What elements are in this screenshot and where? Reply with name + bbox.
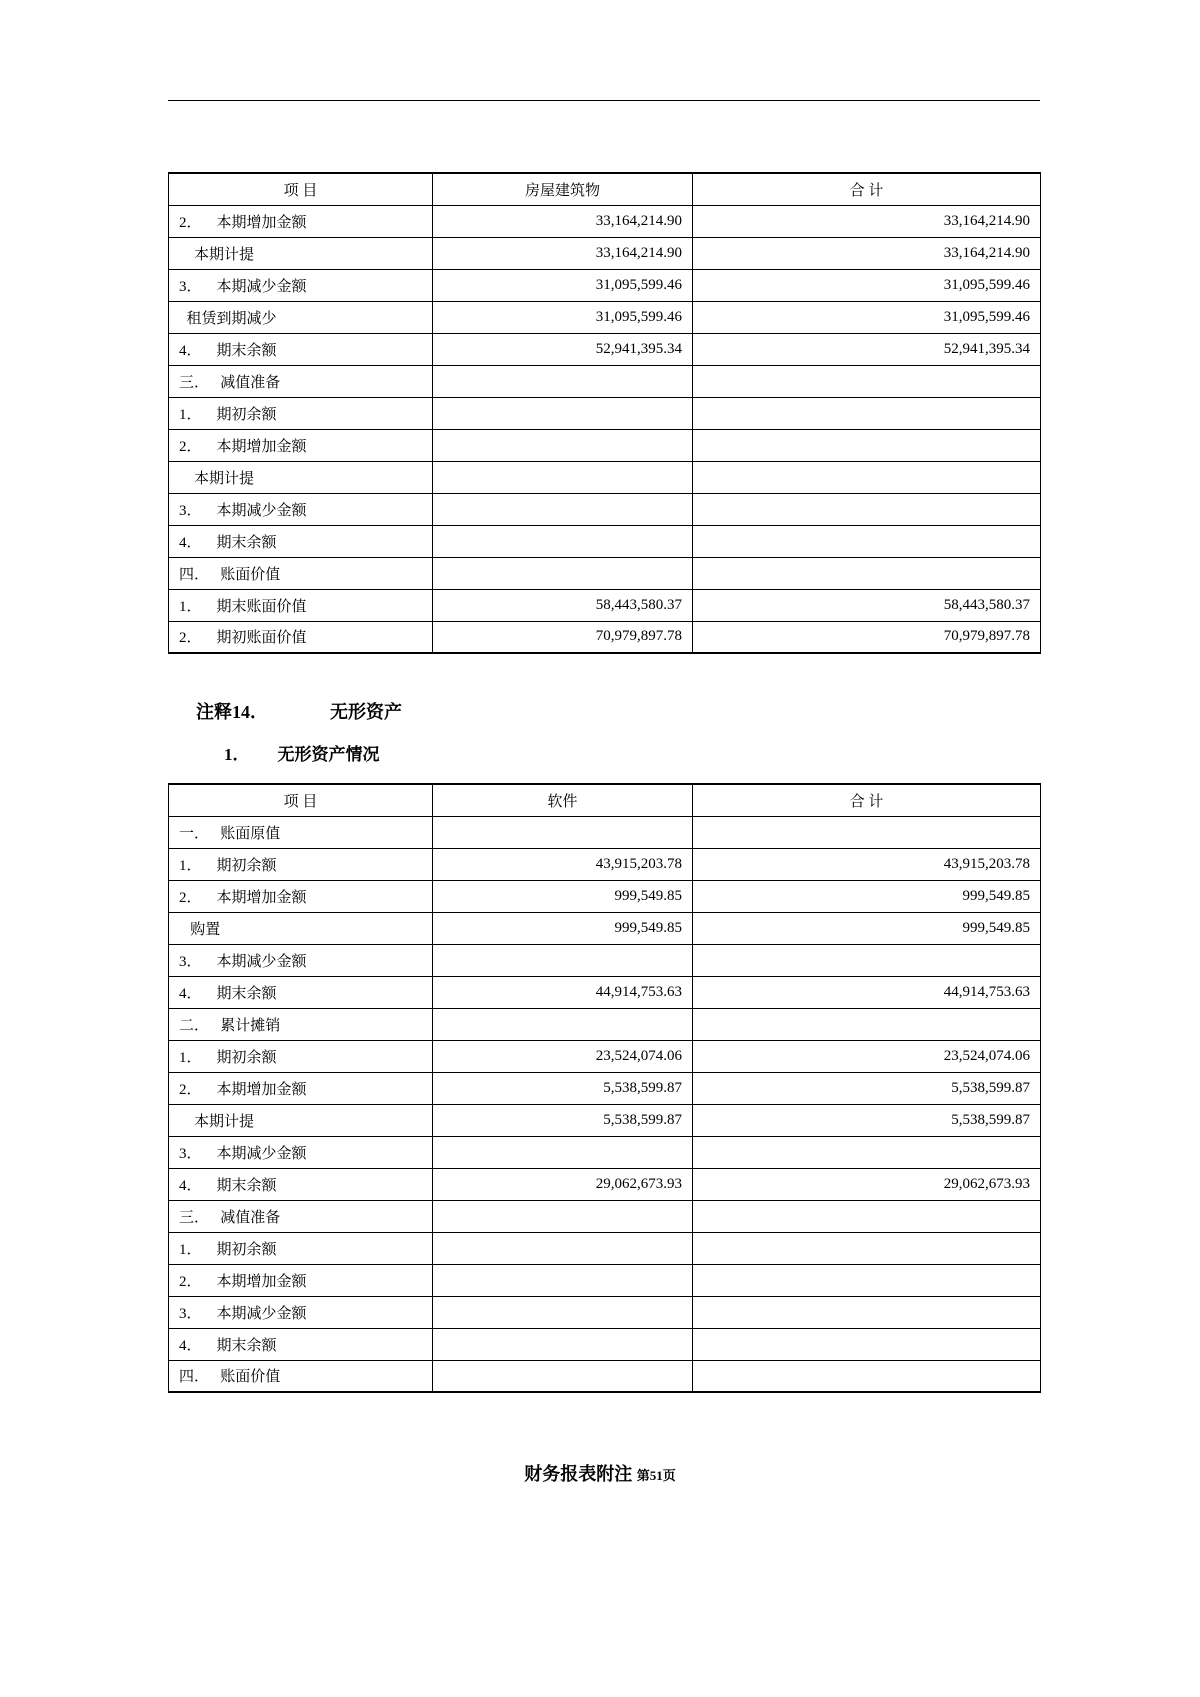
row-value-primary [433,944,693,976]
row-value-total: 5,538,599.87 [693,1072,1041,1104]
table-row [169,621,1041,653]
row-label: 本期计提 [169,237,433,269]
row-label: 本期计提 [169,461,433,493]
row-value-total [693,461,1041,493]
row-value-total: 31,095,599.46 [693,269,1041,301]
row-value-total: 31,095,599.46 [693,301,1041,333]
table-row [169,1328,1041,1360]
row-label: 2． 本期增加金额 [169,880,433,912]
table-row [169,269,1041,301]
row-value-total: 33,164,214.90 [693,205,1041,237]
row-value-total: 999,549.85 [693,912,1041,944]
table-row [169,1296,1041,1328]
table-row [169,1104,1041,1136]
row-value-total [693,1360,1041,1392]
row-value-primary: 29,062,673.93 [433,1168,693,1200]
page-content [168,172,1040,1393]
subsection-title [224,740,1040,765]
row-label: 四． 账面价值 [169,557,433,589]
row-label: 3． 本期减少金额 [169,944,433,976]
table-row [169,589,1041,621]
column-header-item: 项 目 [169,173,433,205]
row-value-total: 999,549.85 [693,880,1041,912]
row-value-primary [433,1200,693,1232]
table-row [169,880,1041,912]
row-value-primary: 70,979,897.78 [433,621,693,653]
row-value-primary [433,1008,693,1040]
table-row [169,205,1041,237]
table-row [169,944,1041,976]
row-value-primary: 5,538,599.87 [433,1104,693,1136]
row-value-primary [433,397,693,429]
row-label: 三． 减值准备 [169,1200,433,1232]
intangible-assets-table [168,783,1041,1393]
row-value-primary: 33,164,214.90 [433,205,693,237]
subsection-label: 1． [224,745,250,764]
table-row [169,525,1041,557]
row-value-total [693,557,1041,589]
table-row [169,1232,1041,1264]
row-value-primary: 31,095,599.46 [433,269,693,301]
table-row [169,816,1041,848]
table-row [169,493,1041,525]
table-row [169,1040,1041,1072]
row-label: 1． 期初余额 [169,1040,433,1072]
row-value-primary [433,365,693,397]
row-label: 2． 本期增加金额 [169,1072,433,1104]
row-value-total [693,493,1041,525]
fixed-assets-table-body [169,205,1041,653]
table-row [169,1200,1041,1232]
row-value-primary [433,525,693,557]
row-label: 3． 本期减少金额 [169,493,433,525]
row-value-primary: 44,914,753.63 [433,976,693,1008]
row-value-total: 58,443,580.37 [693,589,1041,621]
footer-page-number: 第51页 [636,1468,676,1483]
row-value-total [693,944,1041,976]
row-value-total: 33,164,214.90 [693,237,1041,269]
table-header-row [169,173,1041,205]
row-value-primary [433,1360,693,1392]
row-label: 3． 本期减少金额 [169,1136,433,1168]
row-value-primary: 33,164,214.90 [433,237,693,269]
row-value-total: 70,979,897.78 [693,621,1041,653]
row-value-primary [433,1264,693,1296]
row-label: 租赁到期减少 [169,301,433,333]
table-row [169,365,1041,397]
column-header-software: 软件 [433,784,693,816]
row-value-total: 5,538,599.87 [693,1104,1041,1136]
row-value-primary: 52,941,395.34 [433,333,693,365]
row-value-primary [433,1232,693,1264]
row-label: 1． 期初余额 [169,1232,433,1264]
column-header-total: 合 计 [693,784,1041,816]
intangible-assets-table-body [169,816,1041,1392]
row-value-primary [433,1136,693,1168]
row-value-total [693,1296,1041,1328]
row-value-primary: 999,549.85 [433,912,693,944]
row-value-total [693,1008,1041,1040]
table-row [169,1168,1041,1200]
section-title [196,698,1040,724]
table-row [169,1136,1041,1168]
row-value-primary [433,1296,693,1328]
row-value-total [693,816,1041,848]
table-row [169,912,1041,944]
row-label: 4． 期末余额 [169,976,433,1008]
row-value-total [693,1136,1041,1168]
row-value-primary [433,429,693,461]
row-value-primary [433,557,693,589]
table-row [169,429,1041,461]
row-value-total [693,397,1041,429]
row-value-primary: 43,915,203.78 [433,848,693,880]
row-label: 购置 [169,912,433,944]
table-row [169,1264,1041,1296]
row-label: 3． 本期减少金额 [169,1296,433,1328]
column-header-total: 合 计 [693,173,1041,205]
row-label: 1． 期初余额 [169,848,433,880]
row-value-primary: 58,443,580.37 [433,589,693,621]
row-label: 三． 减值准备 [169,365,433,397]
row-value-total [693,365,1041,397]
row-value-primary: 5,538,599.87 [433,1072,693,1104]
row-value-total [693,1232,1041,1264]
row-label: 2． 本期增加金额 [169,1264,433,1296]
table-row [169,397,1041,429]
row-label: 一． 账面原值 [169,816,433,848]
table-row [169,461,1041,493]
table-header-row [169,784,1041,816]
row-label: 1． 期末账面价值 [169,589,433,621]
row-label: 4． 期末余额 [169,333,433,365]
note-title: 无形资产 [330,702,402,722]
row-label: 二． 累计摊销 [169,1008,433,1040]
row-value-total [693,525,1041,557]
footer-title: 财务报表附注 [524,1464,633,1484]
row-label: 3． 本期减少金额 [169,269,433,301]
table-row [169,976,1041,1008]
row-value-total [693,1328,1041,1360]
row-value-total [693,1200,1041,1232]
column-header-buildings: 房屋建筑物 [433,173,693,205]
table-row [169,333,1041,365]
row-label: 4． 期末余额 [169,1328,433,1360]
row-value-primary: 999,549.85 [433,880,693,912]
row-value-primary: 23,524,074.06 [433,1040,693,1072]
page-footer [0,1460,1200,1486]
row-value-primary [433,493,693,525]
row-value-total: 23,524,074.06 [693,1040,1041,1072]
table-row [169,1008,1041,1040]
row-label: 1． 期初余额 [169,397,433,429]
table-row [169,301,1041,333]
row-value-primary [433,816,693,848]
column-header-item: 项 目 [169,784,433,816]
subsection-text: 无形资产情况 [277,745,380,764]
row-value-total [693,1264,1041,1296]
note-label: 注释14． [196,702,268,722]
row-label: 4． 期末余额 [169,1168,433,1200]
row-value-total: 29,062,673.93 [693,1168,1041,1200]
fixed-assets-table [168,172,1041,654]
table-row [169,1360,1041,1392]
row-value-total: 43,915,203.78 [693,848,1041,880]
table-row [169,848,1041,880]
row-label: 本期计提 [169,1104,433,1136]
table-row [169,1072,1041,1104]
row-value-primary [433,1328,693,1360]
row-label: 2． 本期增加金额 [169,205,433,237]
row-value-total: 44,914,753.63 [693,976,1041,1008]
row-value-total: 52,941,395.34 [693,333,1041,365]
table-row [169,237,1041,269]
header-rule [168,100,1040,101]
row-label: 4． 期末余额 [169,525,433,557]
row-value-total [693,429,1041,461]
row-label: 四． 账面价值 [169,1360,433,1392]
row-label: 2． 期初账面价值 [169,621,433,653]
row-label: 2． 本期增加金额 [169,429,433,461]
row-value-primary: 31,095,599.46 [433,301,693,333]
table-row [169,557,1041,589]
row-value-primary [433,461,693,493]
